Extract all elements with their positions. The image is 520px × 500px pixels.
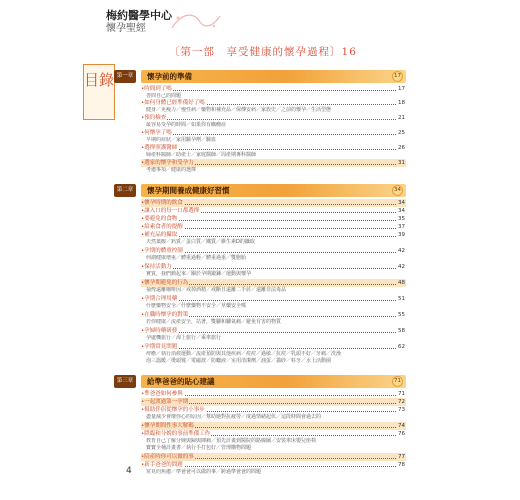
toc-subentry: 實質，我們動起來／關於孕期鍛鍊／運動與懷孕 [146,271,252,277]
header-subtitle: 懷孕聖經 [106,23,146,34]
toc-subentry: 若你健康／流產安全，站著，雙腳和腳氣痛／避免有害的物質 [146,319,282,325]
chapter-2-label: 第二章 [114,184,136,197]
toc-subentry: 婦產科醫師／助產士／家庭醫師／周產期專科醫師 [146,152,257,158]
toc-subentry: 早期的症狀／家用驗孕劑／驗血 [146,137,217,143]
toc-subentry: 教育自己了解分娩與歸與陣痛／預先計畫到醫院的路線圖／安裝車床嬰兒座椅 [146,438,317,444]
toc-subentry: 孕處機旅行／海上旅行／乘車旅行 [146,335,222,341]
toc-entry[interactable]: • 讓入口的每一口都選擇 34 [141,207,406,215]
toc-entry[interactable]: • 孕婦時藥研發 58 [141,327,406,335]
chapter-1-bar [141,70,406,83]
toc-entry[interactable]: • 要避免的食物 35 [141,215,406,223]
toc-subentry: 寶寶全桶計畫書／執行手打包好／管理購物問題 [146,445,252,451]
toc-entry[interactable]: • 時間到了嗎 17 [141,85,406,93]
toc-subentry: 健身／更瘦力／慢性病／藥物和補充品／保傳安病／家族史／之前的懷孕／生活型態 [146,107,332,113]
page-number: 4 [126,466,132,476]
decorative-swirl-icon [170,8,222,34]
toc-entry[interactable]: • 孕期常見問題 62 [141,343,406,351]
toc-entry[interactable]: • 陪產時你可以做的事 77 [141,453,406,461]
chapter-1-title: 懷孕前的準備 [147,72,192,81]
toc-entry[interactable]: • 選家的懷孕和受孕力 31 [141,159,406,167]
toc-label [83,64,115,120]
toc-entry[interactable]: • 給素食者的提醒 37 [141,223,406,231]
toc-subentry: 何謂健康增重／體重過輕／體重過重／雙胞胎 [146,255,247,261]
toc-entry[interactable]: • 何懷孕了嗎 25 [141,129,406,137]
chapter-1-label: 第一章 [114,70,136,83]
chapter-3-header[interactable] [114,375,406,388]
toc-entry[interactable]: • 懷孕時期的飲食 34 [141,199,406,207]
chapter-3-page: 71 [392,376,403,387]
part-title: 〔第一部 享受健康的懷孕過程〕16 [169,46,357,58]
toc-entry[interactable]: • 選擇照護醫師 26 [141,144,406,152]
chapter-1-header[interactable] [114,70,406,83]
toc-entry[interactable]: • 新手爸爸的問題 78 [141,461,406,469]
toc-subentry: 天然葉酸／鈣質／蛋白質／鐵質／維生素D的攝取 [146,239,255,245]
toc-entry[interactable]: • 準爸爸如何參與 71 [141,390,406,398]
toc-entry[interactable]: • 如何身體已經準備好了嗎 18 [141,99,406,107]
toc-entry[interactable]: • 保持活動力 42 [141,263,406,271]
toc-subentry: 常見的焦慮／準爸爸可以做的事／跨過準爸爸的問題 [146,469,262,475]
toc-entry[interactable]: • 在職時懷孕的對策 55 [141,311,406,319]
toc-subentry: 考慮事項／健康的選擇 [146,167,197,173]
toc-entry[interactable]: • 降臨和分娩的事前準備工作 76 [141,430,406,438]
toc-entry[interactable]: • 補充品的攝取 39 [141,231,406,239]
toc-subentry: 盡量減少會壞你心的原因／幫助她對抗疲勞／度過情緒起伏／這段時間會過去的 [146,414,322,420]
chapter-2-bar [141,184,406,197]
toc-entry[interactable]: • 懷孕期間性事大解碼 74 [141,422,406,430]
toc-subentry: 善問自己的問題 [146,93,182,99]
toc-entry[interactable]: • 預約檢查 21 [141,114,406,122]
chapter-3-label: 第三章 [114,375,136,388]
toc-label-text: 目錄 [84,71,115,89]
toc-entry[interactable]: • 幫助伴侶從懷孕的小事步 73 [141,406,406,414]
toc-subentry: 泡三溫暖／燙頭髮／電磁波／防曬液／室用清潔劑／滷蛋／貓砂／蛀牙／水上活動園 [146,358,332,364]
chapter-3-bar [141,375,406,388]
header-logo: 梅約醫學中心 [106,9,172,22]
chapter-2-header[interactable] [114,184,406,197]
toc-entry[interactable]: • 一起渡過第一孕期 72 [141,398,406,406]
toc-entry[interactable]: • 孕期的體重控制 42 [141,247,406,255]
toc-entry[interactable]: • 懷孕期避免的行為 48 [141,279,406,287]
toc-subentry: 最容易受孕的時間／如果你有癲癇症 [146,122,227,128]
chapter-2-title: 懷孕期間養成健康好習慣 [147,186,230,195]
chapter-3-title: 給準爸爸的貼心建議 [147,377,215,386]
toc-subentry: 什麼藥物安全／什麼藥物不安全／草藥安全嗎 [146,303,247,309]
toc-subentry: 抽煙遠離咖啡因／戒掉酒精／戒斷且遠離二手菸／遠離非法毒品 [146,287,287,293]
toc-subentry: 痔瘡／執行消痕運動／流產預防與其他疾病／痘痘／過敏／抗痘／乳頭不好／牙痛／洗澡 [146,351,342,357]
toc-entry[interactable]: • 孕期合理用藥 51 [141,295,406,303]
chapter-1-page: 17 [392,71,403,82]
chapter-2-page: 34 [392,185,403,196]
